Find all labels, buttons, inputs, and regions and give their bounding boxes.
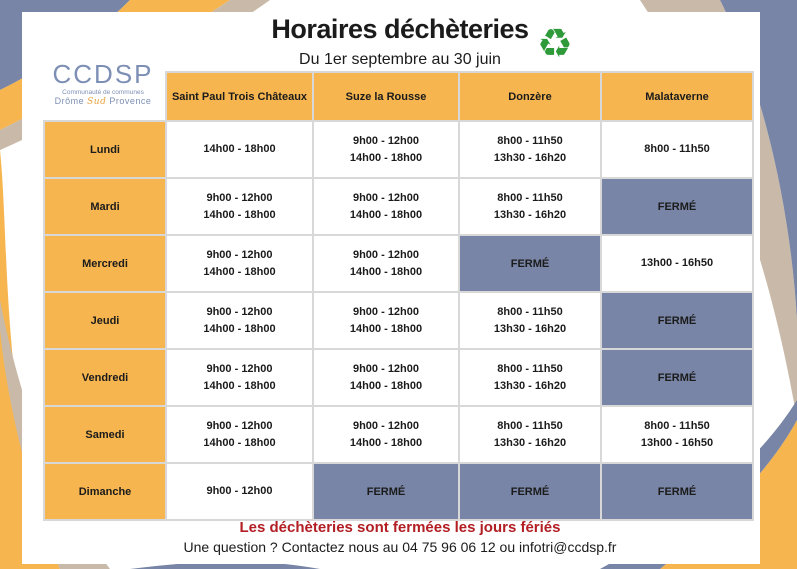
hours-line: 14h00 - 18h00 [349,208,423,221]
hours-line: 8h00 - 11h50 [497,305,563,318]
table-corner [44,72,166,121]
table-row [44,292,753,349]
day-label: Vendredi [44,349,166,406]
closed-cell: FERMÉ [601,178,753,235]
table-row [44,463,753,520]
logo-line2-a: Drôme [54,96,85,106]
table-row [44,406,753,463]
day-label: Jeudi [44,292,166,349]
schedule-body [44,121,753,520]
hours-cell [601,121,753,178]
hours-line: 9h00 - 12h00 [352,419,420,432]
hours-cell [166,349,313,406]
closed-cell: FERMÉ [601,292,753,349]
hours-line: 8h00 - 11h50 [497,191,563,204]
hours-cell [313,349,459,406]
hours-cell [459,178,601,235]
hours-line: 9h00 - 12h00 [206,419,273,432]
hours-cell [313,235,459,292]
hours-line: 14h00 - 18h00 [203,436,276,449]
table-row [44,121,753,178]
hours-line: 13h30 - 16h20 [493,208,567,221]
hours-line: 13h30 - 16h20 [493,151,567,164]
hours-cell [601,406,753,463]
day-label: Dimanche [44,463,166,520]
hours-line: 9h00 - 12h00 [352,248,420,261]
hours-cell [459,406,601,463]
schedule-table [43,71,754,521]
contact-line: Une question ? Contactez nous au 04 75 96 06 12 ou infotri@ccdsp.fr [183,539,617,555]
hours-line: 14h00 - 18h00 [349,322,423,335]
recycle-icon: ♻ [537,22,573,66]
hours-line: 9h00 - 12h00 [352,191,420,204]
day-label: Mardi [44,178,166,235]
hours-cell [166,235,313,292]
hours-cell [459,121,601,178]
page-subtitle: Du 1er septembre au 30 juin [299,51,501,68]
hours-cell [313,178,459,235]
hours-cell [601,235,753,292]
hours-cell [166,121,313,178]
logo-mark: CCDSP [52,59,154,89]
logo-line2-b: Sud [87,97,107,107]
hours-line: 9h00 - 12h00 [206,362,273,375]
hours-line: 13h30 - 16h20 [493,322,567,335]
table-row [44,178,753,235]
hours-line: 9h00 - 12h00 [352,362,420,375]
hours-cell [166,292,313,349]
closed-cell: FERMÉ [601,463,753,520]
hours-line: 9h00 - 12h00 [206,305,273,318]
hours-cell [166,178,313,235]
hours-line: 9h00 - 12h00 [352,134,420,147]
hours-cell [166,463,313,520]
hours-line: 8h00 - 11h50 [497,419,563,432]
hours-line: 14h00 - 18h00 [349,265,423,278]
closed-cell: FERMÉ [459,235,601,292]
hours-line: 14h00 - 18h00 [203,143,276,155]
day-label: Mercredi [44,235,166,292]
hours-line: 8h00 - 11h50 [497,134,563,147]
hours-line: 13h30 - 16h20 [493,379,567,392]
hours-line: 14h00 - 18h00 [203,208,276,221]
hours-cell [459,292,601,349]
hours-line: 13h00 - 16h50 [640,436,714,449]
column-header: Suze la Rousse [313,72,459,121]
hours-line: 14h00 - 18h00 [349,436,423,449]
hours-line: 14h00 - 18h00 [203,379,276,392]
hours-line: 8h00 - 11h50 [644,419,710,432]
hours-line: 13h30 - 16h20 [493,436,567,449]
day-label: Samedi [44,406,166,463]
page-title: Horaires déchèteries [271,14,529,44]
hours-line: 13h00 - 16h50 [640,257,714,269]
day-label: Lundi [44,121,166,178]
column-header: Malataverne [601,72,753,121]
hours-line: 14h00 - 18h00 [203,265,276,278]
holiday-notice: Les déchèteries sont fermées les jours fériés [239,519,561,536]
hours-line: 14h00 - 18h00 [203,322,276,335]
hours-line: 9h00 - 12h00 [206,191,273,204]
table-row [44,349,753,406]
hours-line: 9h00 - 12h00 [352,305,420,318]
column-header: Donzère [459,72,601,121]
closed-cell: FERMÉ [601,349,753,406]
logo-line2-c: Provence [109,96,152,106]
hours-line: 14h00 - 18h00 [349,151,423,164]
hours-line: 14h00 - 18h00 [349,379,423,392]
closed-cell: FERMÉ [313,463,459,520]
hours-line: 9h00 - 12h00 [206,248,273,261]
logo-line1: Communauté de communes [62,89,144,96]
table-row [44,235,753,292]
hours-line: 8h00 - 11h50 [644,143,710,155]
hours-line: 9h00 - 12h00 [206,485,273,497]
hours-cell [166,406,313,463]
column-header: Saint Paul Trois Châteaux [166,72,313,121]
hours-cell [313,121,459,178]
hours-cell [313,292,459,349]
hours-cell [313,406,459,463]
hours-cell [459,349,601,406]
hours-line: 8h00 - 11h50 [497,362,563,375]
closed-cell: FERMÉ [459,463,601,520]
